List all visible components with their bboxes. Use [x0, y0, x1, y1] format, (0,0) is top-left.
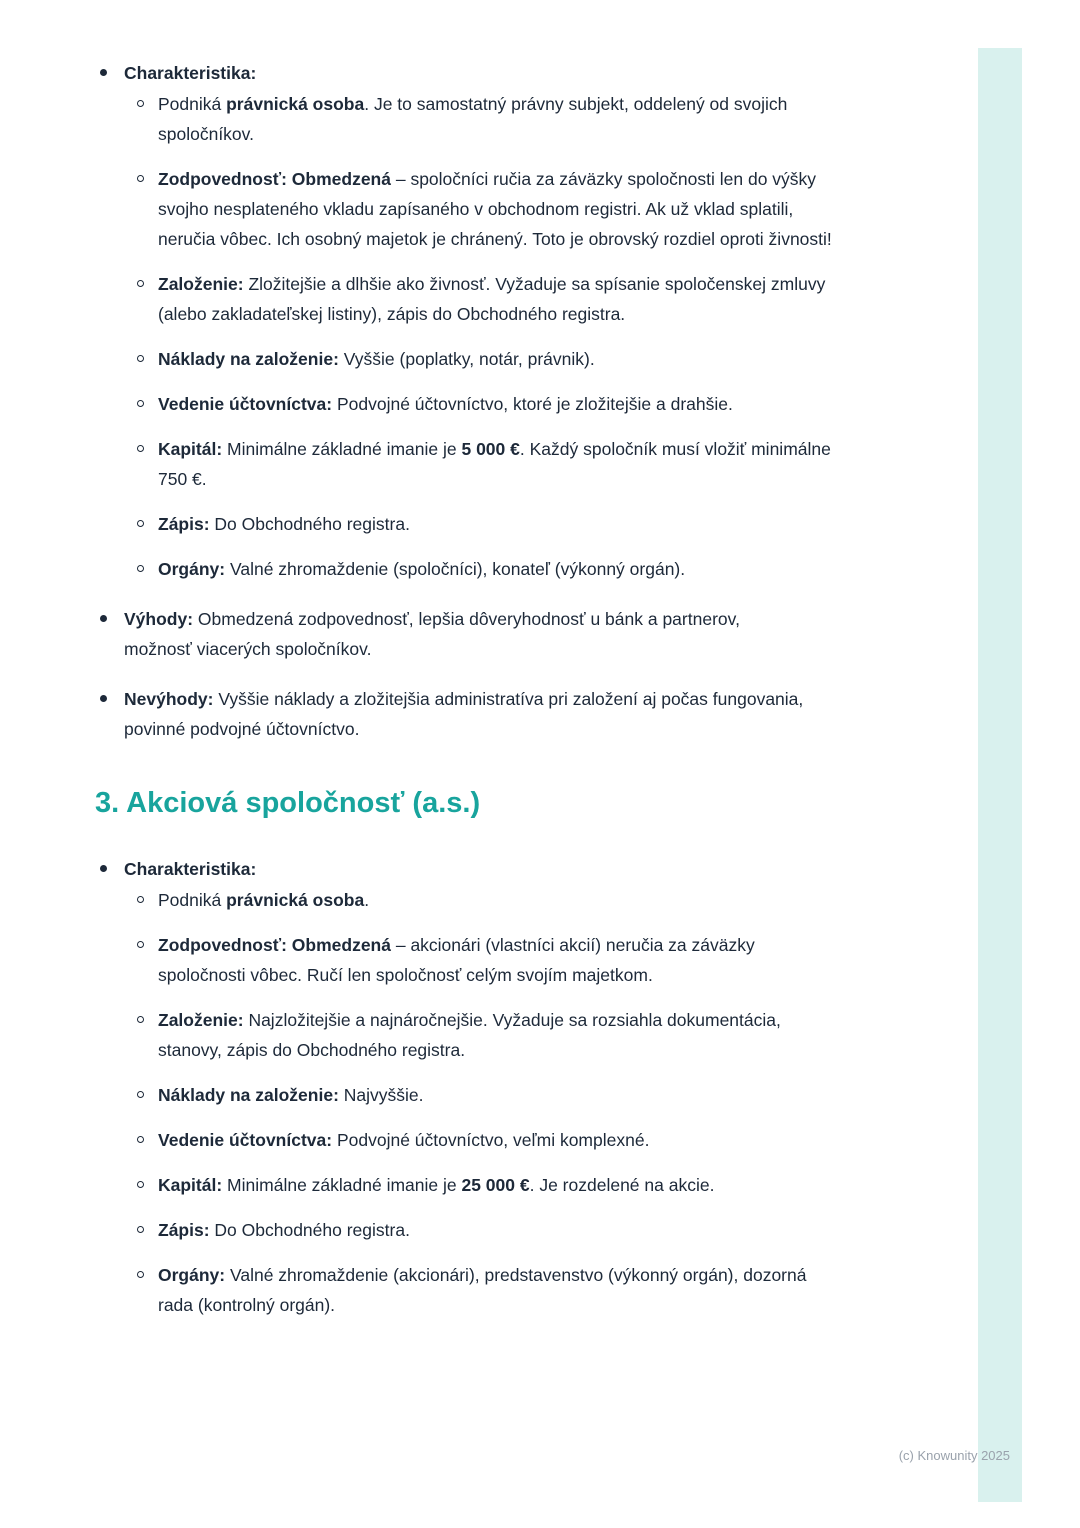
bullet-item	[0, 854, 1080, 884]
sub-bullet-item	[0, 389, 1080, 419]
sub-bullet-item	[0, 509, 1080, 539]
bullet-text: Kapitál: Minimálne základné imanie je 5 000 €. Každý spoločník musí vložiť minimálne 750 €.	[158, 439, 831, 489]
sub-bullet-item	[0, 344, 1080, 374]
bullet-text: Nevýhody: Vyššie náklady a zložitejšia administratíva pri založení aj počas fungovania, povinné podvojné účtovníctvo.	[124, 689, 804, 739]
circle-bullet-icon	[137, 896, 144, 903]
circle-bullet-icon	[137, 565, 144, 572]
bullet-item	[0, 604, 1080, 664]
bullet-text: Podniká právnická osoba.	[158, 890, 370, 910]
sub-bullet-item	[0, 1125, 1080, 1155]
disc-bullet-icon	[100, 615, 107, 622]
sub-bullet-item	[0, 930, 1080, 990]
bullet-text: Podniká právnická osoba. Je to samostatný právny subjekt, oddelený od svojich spoločníkov.	[158, 94, 788, 144]
sub-bullet-item	[0, 885, 1080, 915]
bullet-item	[0, 684, 1080, 744]
circle-bullet-icon	[137, 1271, 144, 1278]
bullet-text: Zápis: Do Obchodného registra.	[158, 1220, 410, 1240]
copyright-footer: (c) Knowunity 2025	[898, 1448, 1010, 1463]
bullet-text: Vedenie účtovníctva: Podvojné účtovníctvo, ktoré je zložitejšie a drahšie.	[158, 394, 733, 414]
sub-bullet-item	[0, 89, 1080, 149]
sub-bullet-item	[0, 1005, 1080, 1065]
disc-bullet-icon	[100, 695, 107, 702]
section-heading: 3. Akciová spoločnosť (a.s.)	[95, 787, 481, 819]
bullet-text: Založenie: Zložitejšie a dlhšie ako živnosť. Vyžaduje sa spísanie spoločenskej zmluvy (alebo zakladateľskej listiny), zápis do Obchodného registra.	[158, 274, 826, 324]
bullet-text: Orgány: Valné zhromaždenie (spoločníci), konateľ (výkonný orgán).	[158, 559, 686, 579]
bullet-text: Charakteristika:	[124, 859, 257, 879]
disc-bullet-icon	[100, 69, 107, 76]
sub-bullet-item	[0, 1260, 1080, 1320]
bullet-item	[0, 58, 1080, 88]
bullet-text: Vedenie účtovníctva: Podvojné účtovníctvo, veľmi komplexné.	[158, 1130, 650, 1150]
bullet-text: Výhody: Obmedzená zodpovednosť, lepšia dôveryhodnosť u bánk a partnerov, možnosť viacerých spoločníkov.	[124, 609, 740, 659]
circle-bullet-icon	[137, 175, 144, 182]
circle-bullet-icon	[137, 1181, 144, 1188]
circle-bullet-icon	[137, 1091, 144, 1098]
circle-bullet-icon	[137, 520, 144, 527]
circle-bullet-icon	[137, 941, 144, 948]
circle-bullet-icon	[137, 280, 144, 287]
sub-bullet-item	[0, 1170, 1080, 1200]
document-content	[0, 58, 1080, 1335]
bullet-text: Charakteristika:	[124, 63, 257, 83]
sub-bullet-item	[0, 434, 1080, 494]
circle-bullet-icon	[137, 1016, 144, 1023]
bullet-text: Náklady na založenie: Najvyššie.	[158, 1085, 424, 1105]
circle-bullet-icon	[137, 400, 144, 407]
bullet-text: Náklady na založenie: Vyššie (poplatky, notár, právnik).	[158, 349, 595, 369]
sub-bullet-item	[0, 1215, 1080, 1245]
bullet-text: Kapitál: Minimálne základné imanie je 25 000 €. Je rozdelené na akcie.	[158, 1175, 715, 1195]
circle-bullet-icon	[137, 355, 144, 362]
bullet-text: Založenie: Najzložitejšie a najnáročnejšie. Vyžaduje sa rozsiahla dokumentácia, stanovy, zápis do Obchodného registra.	[158, 1010, 781, 1060]
bullet-text: Zápis: Do Obchodného registra.	[158, 514, 410, 534]
circle-bullet-icon	[137, 100, 144, 107]
bullet-text: Orgány: Valné zhromaždenie (akcionári), predstavenstvo (výkonný orgán), dozorná rada (kontrolný orgán).	[158, 1265, 807, 1315]
circle-bullet-icon	[137, 1226, 144, 1233]
bullet-text: Zodpovednosť: Obmedzená – spoločníci ručia za záväzky spoločnosti len do výšky svojho nesplateného vkladu zapísaného v obchodnom registri. Ak už vklad splatili, neručia vôbec. Ich osobný majetok je chránený. Toto je obrovský rozdiel oproti živnosti!	[158, 169, 832, 249]
bullet-text: Zodpovednosť: Obmedzená – akcionári (vlastníci akcií) neručia za záväzky spoločnosti vôbec. Ručí len spoločnosť celým svojím majetkom.	[158, 935, 755, 985]
sub-bullet-item	[0, 1080, 1080, 1110]
circle-bullet-icon	[137, 1136, 144, 1143]
sub-bullet-item	[0, 554, 1080, 584]
sub-bullet-item	[0, 164, 1080, 254]
disc-bullet-icon	[100, 865, 107, 872]
sub-bullet-item	[0, 269, 1080, 329]
circle-bullet-icon	[137, 445, 144, 452]
